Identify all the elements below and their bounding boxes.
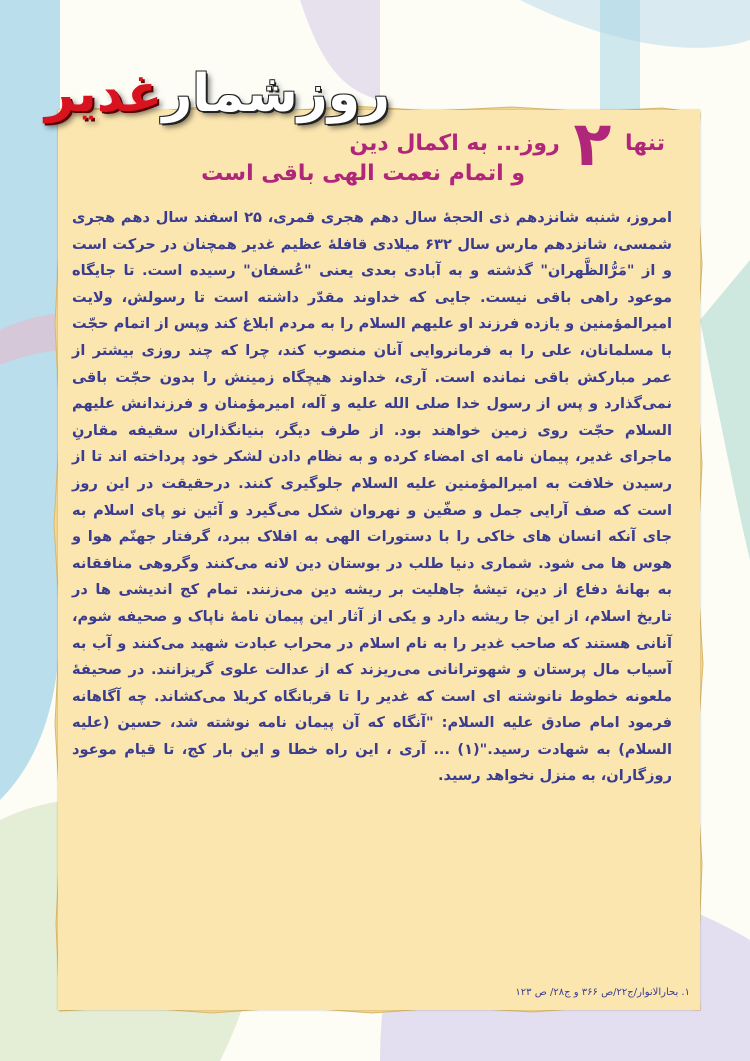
article-paragraph: امروز، شنبه شانزدهم ذی الحجهٔ سال دهم هجری قمری، ۲۵ اسفند سال دهم هجری شمسی، شانزدهم مارس سال ۶۳۲ میلادی قافلهٔ عظیم غدیر همچنان در حرکت است و از "مَرُّالظَّهران" گذشته و به آبادی بعدی یعنی "عُسفان" رسیده است. تا جایگاه موعود راهی باقی نیست. جایی که خداوند مقدّر داشته است تا رسولش، ولایت امیرالمؤمنین و یازده فرزند او علیهم السلام را به مردم ابلاغ کند وپس از اتمام حجّت با مسلمانان، علی را به فرمانروایی آنان منصوب کند، چرا که چند روزی بیشتر از عمر مبارکش باقی نمانده است. آری، خداوند هیچگاه زمینش را بدون حجّت باقی نمی‌گذارد و پس از رسول خدا صلی الله علیه و آله، امیرمؤمنان و فرزندانش علیهم السلام حجّت روی زمین خواهند بود. از طرف دیگر، بنیانگذاران سقیفه مقارنِ ماجرای غدیر، پیمان نامه ای امضاء کرده و به نظام دادن لشکر خود پرداخته اند تا از رسیدن خلافت به امیرالمؤمنین علیه السلام جلوگیری کنند. درحقیقت در این روز است که صف آرایی جمل و صفّین و نهروان شکل می‌گیرد و آئین نو پای اسلام به جای آنکه انسان های خاکی را با دستورات الهی به افلاک ببرد، گرفتار جهنّم هوا و هوس ها می شود. شماری دنیا طلب در بوستان دین لانه می‌کنند وگروهی منافقانه به بهانهٔ دفاع از دین، تیشهٔ جاهلیت بر ریشه دین می‌زنند. تمام کج اندیشی ها در تاریخ اسلام، از این جا ریشه دارد و یکی از آثار این پیمان نامهٔ ناپاک و صحیفه شوم، آنانی هستند که صاحب غدیر را به نام اسلام در محراب عبادت شهید می‌کنند و آب به آسیاب مال پرستان و شهوترانانی می‌ریزند که از عدالت علوی گریزانند. در صحیفهٔ ملعونه خطوط نانوشته ای است که غدیر را تا قربانگاه کربلا می‌کشاند. چه آگاهانه فرمود امام صادق علیه السلام: "آنگاه که آن پیمان نامه نوشته شد، حسین (علیه السلام) به شهادت رسید."(۱) ... آری ، این راه خطا و این بار کج، تا قیام موعود روزگاران، به منزل نخواهد رسید. bbox=[72, 209, 672, 785]
count-prefix: تنها bbox=[624, 131, 665, 156]
heading-title-1: روز... به اکمال دین bbox=[349, 131, 560, 156]
footnote: ۱. بحارالانوار/ج۲۲/ص ۳۶۶ و ج۲۸/ ص ۱۲۳ bbox=[515, 987, 690, 998]
logo-ghadir-word: غدیر bbox=[44, 64, 163, 124]
page-heading bbox=[105, 107, 665, 186]
heading-line-2: و اتمام نعمت الهی باقی است bbox=[201, 161, 525, 186]
article-body bbox=[72, 205, 672, 790]
days-count: ۲ bbox=[573, 107, 612, 180]
logo-prefix: روزشمار bbox=[162, 64, 390, 124]
